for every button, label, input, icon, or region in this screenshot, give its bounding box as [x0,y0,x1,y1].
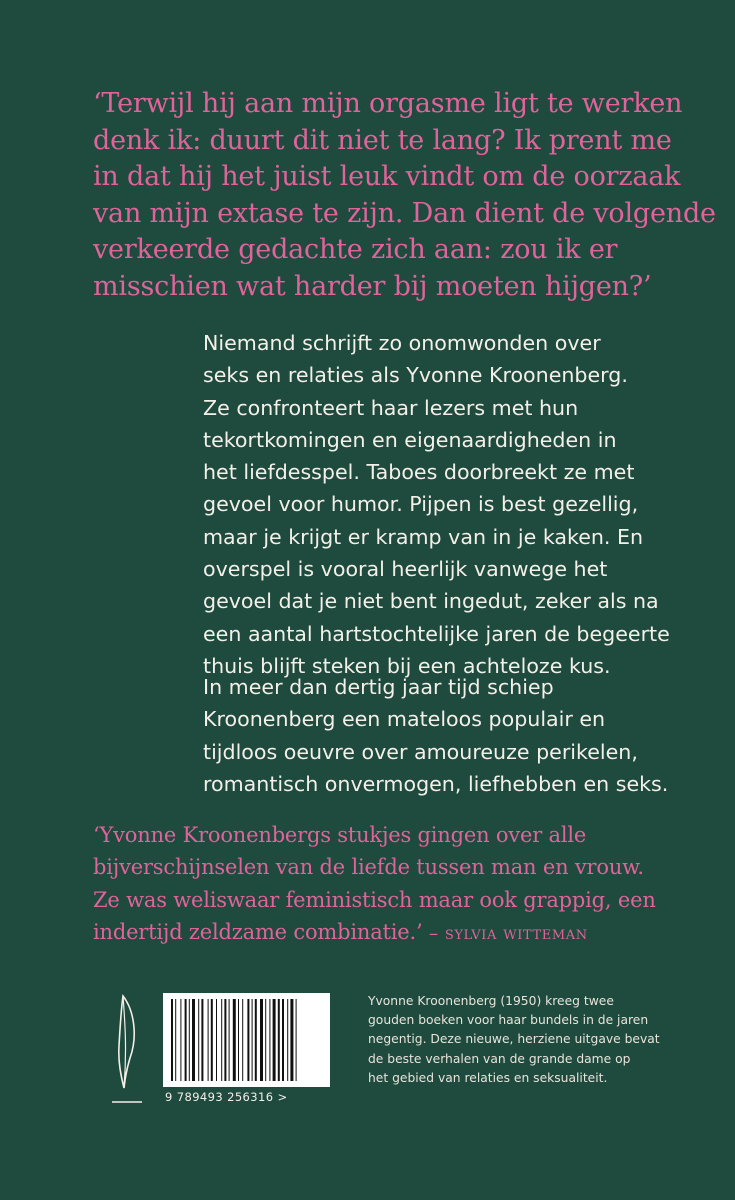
blurb-line: romantisch onvermogen, liefhebben en seks. [203,771,669,796]
blurb-line: Niemand schrijft zo onomwonden over [203,331,601,355]
blurb-line: gevoel voor humor. Pijpen is best gezellig, [203,492,639,517]
review-line: bijverschijnselen van de liefde tussen man en vrouw. [93,855,644,880]
barcode-bar [252,999,253,1081]
quote-line: ‘Terwijl hij aan mijn orgasme ligt te werken [93,88,683,119]
barcode-bar [211,999,213,1081]
barcode-bar [233,999,236,1081]
barcode-bar [189,999,190,1081]
blurb-line: Kroonenberg een mateloos populair en [203,707,606,732]
barcode-bar [273,999,276,1081]
barcode-bar [224,999,226,1081]
quote-line: denk ik: duurt dit niet te lang? Ik prent me [93,124,672,156]
review-line-last [93,916,713,950]
review-attribution: – sylvia witteman [428,922,588,944]
review-line: ‘Yvonne Kroonenbergs stukjes gingen over alle [93,823,587,847]
blurb-line: het liefdesspel. Taboes doorbreekt ze met [203,460,635,485]
barcode-bar [208,999,209,1081]
quote-line: verkeerde gedachte zich aan: zou ik er [93,234,618,266]
quote-line: in dat hij het juist leuk vindt om de oorzaak [93,161,681,193]
bio-line: negentig. Deze nieuwe, herziene uitgave bevat [368,1032,660,1047]
barcode-bar [287,999,288,1081]
review-line: Ze was weliswaar feministisch maar ook grappig, een [93,887,656,912]
review-line-text: indertijd zeldzame combinatie.’ [93,919,423,944]
blurb-line: seks en relaties als Yvonne Kroonenberg. [203,363,628,388]
publisher-quill-logo-icon [110,992,144,1104]
bio-line: gouden boeken voor haar bundels in de jaren [368,1013,649,1028]
barcode-bar [278,999,280,1081]
barcode-bar [296,999,297,1081]
blurb-line: tijdloos oeuvre over amoureuze perikelen, [203,739,638,764]
review-quote [93,819,713,950]
barcode-bar [269,999,270,1081]
blurb-line: een aantal hartstochtelijke jaren de begeerte [203,621,670,646]
blurb-line: thuis blijft steken bij een achteloze kus. [203,653,611,678]
barcode-bar [185,999,187,1081]
barcode-bar [255,999,257,1081]
blurb-line: tekortkomingen en eigenaardigheden in [203,427,617,452]
quote-line: misschien wat harder bij moeten hijgen?’ [93,270,652,302]
blurb-line: maar je krijgt er kramp van in je kaken. En [203,524,644,549]
author-bio [368,992,713,1088]
blurb-paragraph-2 [203,671,703,800]
barcode-bar [260,999,263,1081]
barcode-bar [242,999,243,1081]
isbn-barcode [163,993,330,1087]
blurb-line: gevoel dat je niet bent ingedut, zeker als na [203,589,659,614]
isbn-number: 9 789493 256316 > [165,1090,288,1104]
barcode-bar [238,999,239,1081]
blurb-line: Ze confronteert haar lezers met hun [203,395,579,420]
barcode-bar [171,999,173,1081]
pull-quote-top [93,86,716,306]
blurb-line: overspel is vooral heerlijk vanwege het [203,557,608,582]
quote-line: van mijn extase te zijn. Dan dient de volgende [93,197,716,229]
barcode-bar [175,999,176,1081]
bio-line: het gebied van relaties en seksualiteit. [368,1070,608,1085]
barcode-bar [198,999,199,1081]
barcode-bar [290,999,293,1081]
barcode-bar [229,999,230,1081]
barcode-bar [201,999,203,1081]
barcode-bar [265,999,266,1081]
blurb-paragraph-1 [203,327,703,682]
blurb-line: In meer dan dertig jaar tijd schiep [203,675,554,699]
bio-line: de beste verhalen van de grande dame op [368,1051,631,1066]
barcode-bar [192,999,195,1081]
barcode-bar [221,999,222,1081]
barcode-bar [216,999,217,1081]
barcode-bar [282,999,284,1081]
bio-line: Yvonne Kroonenberg (1950) kreeg twee [368,994,614,1008]
barcode-bar [180,999,181,1081]
barcode-bar [247,999,249,1081]
